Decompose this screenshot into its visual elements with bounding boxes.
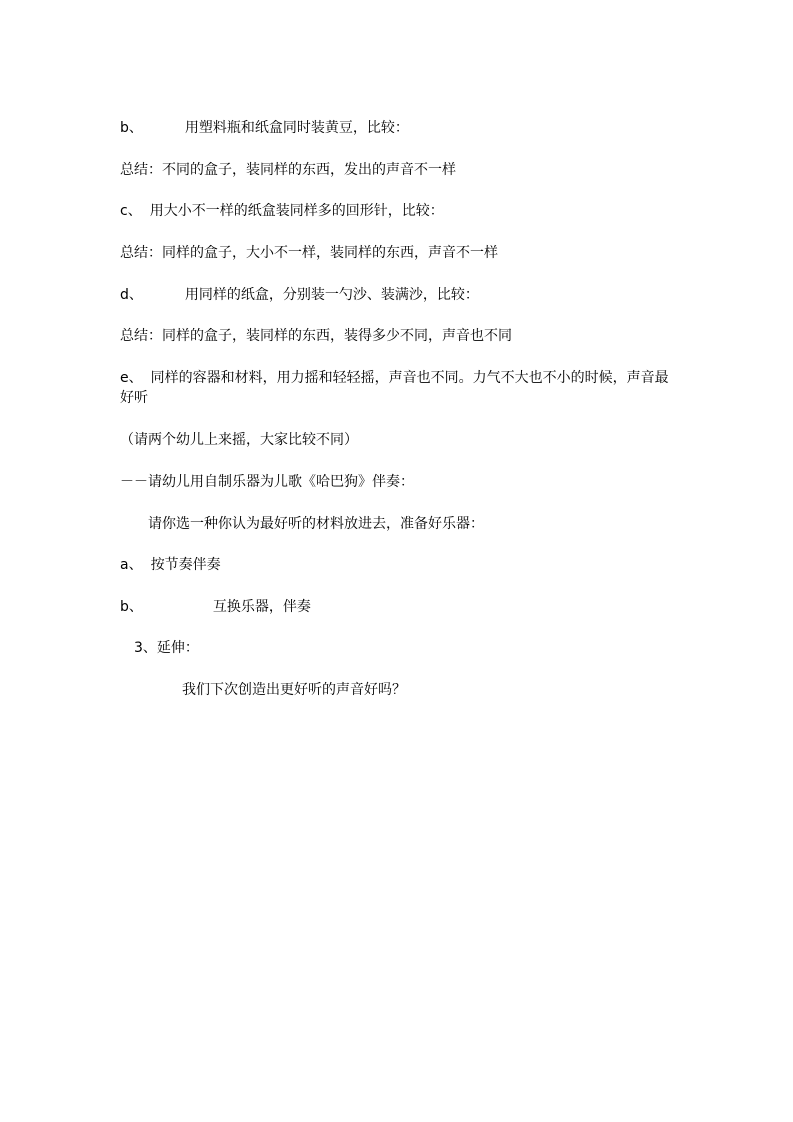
instruction-line: 请你选一种你认为最好听的材料放进去，准备好乐器：: [148, 516, 484, 532]
extension-question: 我们下次创造出更好听的声音好吗？: [182, 682, 406, 698]
step-b-line: [120, 118, 680, 138]
list-label-c: c、: [120, 203, 142, 219]
list-label-d: d、: [120, 287, 143, 303]
step-b-text: 用塑料瓶和纸盒同时装黄豆，比较：: [184, 120, 409, 136]
step-e-line: [120, 368, 680, 408]
list-label-e: e、: [120, 370, 143, 386]
summary-line-2: 总结：同样的盒子，大小不一样，装同样的东西，声音不一样: [120, 245, 498, 261]
step-c-line: [120, 201, 680, 221]
step-a-text: 按节奏伴奏: [150, 557, 221, 573]
extension-heading: 3、延伸：: [134, 640, 199, 656]
step-b2-text: 互换乐器，伴奏: [212, 599, 311, 615]
list-label-b: b、: [120, 120, 143, 136]
summary-line-3: 总结：同样的盒子，装同样的东西，装得多少不同，声音也不同: [120, 328, 512, 344]
step-c-text: 用大小不一样的纸盒装同样多的回形针，比较：: [149, 203, 444, 219]
step-a-line: [120, 555, 680, 575]
step-b2-line: [120, 597, 680, 617]
list-label-b2: b、: [120, 599, 143, 615]
note-line: （请两个幼儿上来摇，大家比较不同）: [120, 432, 358, 448]
step-d-line: [120, 285, 680, 305]
summary-line-1: 总结：不同的盒子，装同样的东西，发出的声音不一样: [120, 162, 456, 178]
step-d-text: 用同样的纸盒，分别装一勺沙、装满沙，比较：: [184, 287, 479, 303]
step-e-text: 同样的容器和材料，用力摇和轻轻摇，声音也不同。力气不大也不小的时候，声音最好听: [120, 370, 669, 406]
list-label-a: a、: [120, 557, 143, 573]
accompaniment-heading: －－请幼儿用自制乐器为儿歌《哈巴狗》伴奏：: [120, 474, 414, 490]
